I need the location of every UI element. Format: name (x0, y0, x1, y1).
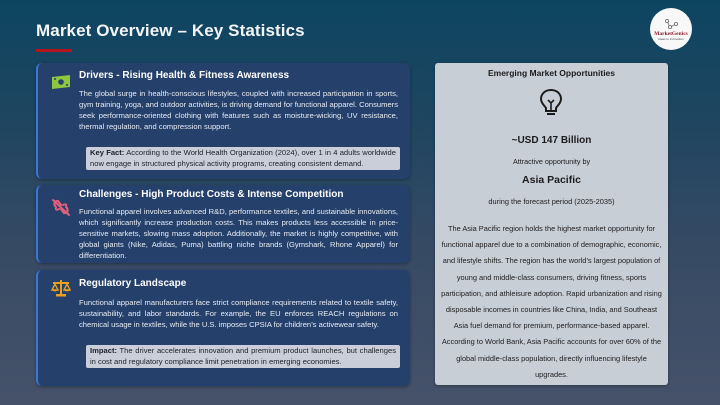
page-title: Market Overview – Key Statistics (36, 21, 305, 40)
molecule-icon (664, 19, 678, 31)
opportunity-description: The Asia Pacific region holds the highest market opportunity for functional apparel due to a combination of demographic, economic, and lifestyle shifts. The region has the world’s largest population of young and middle-class consumers, driving fitness, sports participation, and athleisure adoption. Rapid urbanization and rising disposable incomes in countries like China, India, and Southeast Asia fuel demand for premium, performance-based apparel. According to World Bank, Asia Pacific accounts for over 60% of the global middle-class population, directly influencing lifestyle upgrades. (441, 224, 662, 379)
key-fact-note (86, 147, 400, 170)
lightbulb-icon (539, 88, 563, 118)
card-title: Drivers - Rising Health & Fitness Awareness (79, 70, 290, 81)
impact-note (86, 345, 400, 368)
broken-link-icon (51, 197, 71, 217)
opportunity-title: Emerging Market Opportunities (487, 68, 616, 78)
opportunity-value: ~USD 147 Billion (511, 135, 592, 146)
note-label: Key Fact: (90, 148, 125, 157)
card-body: The global surge in health-conscious lifestyles, coupled with increased participation in sports, gym training, yoga, and outdoor activities, is driving demand for functional apparel. Consumers seek performance-oriented clothing with features such as moisture-wicking, UV resistance, thermal regulation, and compression support. (79, 89, 398, 131)
opportunity-panel (435, 63, 668, 385)
card-body: Functional apparel manufacturers face strict compliance requirements related to textile safety, sustainability, and labor standards. For example, the EU enforces REACH regulations on chemical usage in textiles, while the U.S. imposes CPSIA for children’s activewear safety. (79, 298, 398, 329)
note-text: According to the World Health Organization (2024), over 1 in 4 adults worldwide now engage in structured physical activity programs, creating consistent demand. (90, 148, 396, 168)
scales-icon (51, 278, 71, 298)
logo-tagline: Ideas to Innovation (658, 37, 684, 41)
title-underline (36, 49, 72, 52)
money-bill-icon (51, 72, 71, 92)
forecast-period: during the forecast period (2025-2035) (488, 197, 615, 206)
regulatory-card (36, 270, 410, 386)
opportunity-subtitle: Attractive opportunity by (512, 157, 591, 166)
opportunity-region: Asia Pacific (522, 174, 581, 186)
note-text: The driver accelerates innovation and premium product launches, but challenges in cost and regulatory compliance limit penetration in emerging economies. (90, 346, 396, 366)
company-logo (650, 8, 692, 50)
card-title: Challenges - High Product Costs & Intense Competition (79, 189, 344, 200)
note-label: Impact: (90, 346, 118, 355)
drivers-card (36, 63, 410, 179)
logo-name: MarketGenics (654, 31, 688, 37)
challenges-card (36, 185, 410, 263)
card-title: Regulatory Landscape (79, 278, 187, 289)
card-body: Functional apparel involves advanced R&D, performance textiles, and sustainable innovations, which significantly increase production costs. This makes products less accessible in price-sensitive markets, slowing mass adoption. Additionally, the market is highly competitive, with global giants (Nike, Adidas, Puma) battling niche brands (Gymshark, Rhone Apparel) for differentiation. (79, 207, 398, 260)
